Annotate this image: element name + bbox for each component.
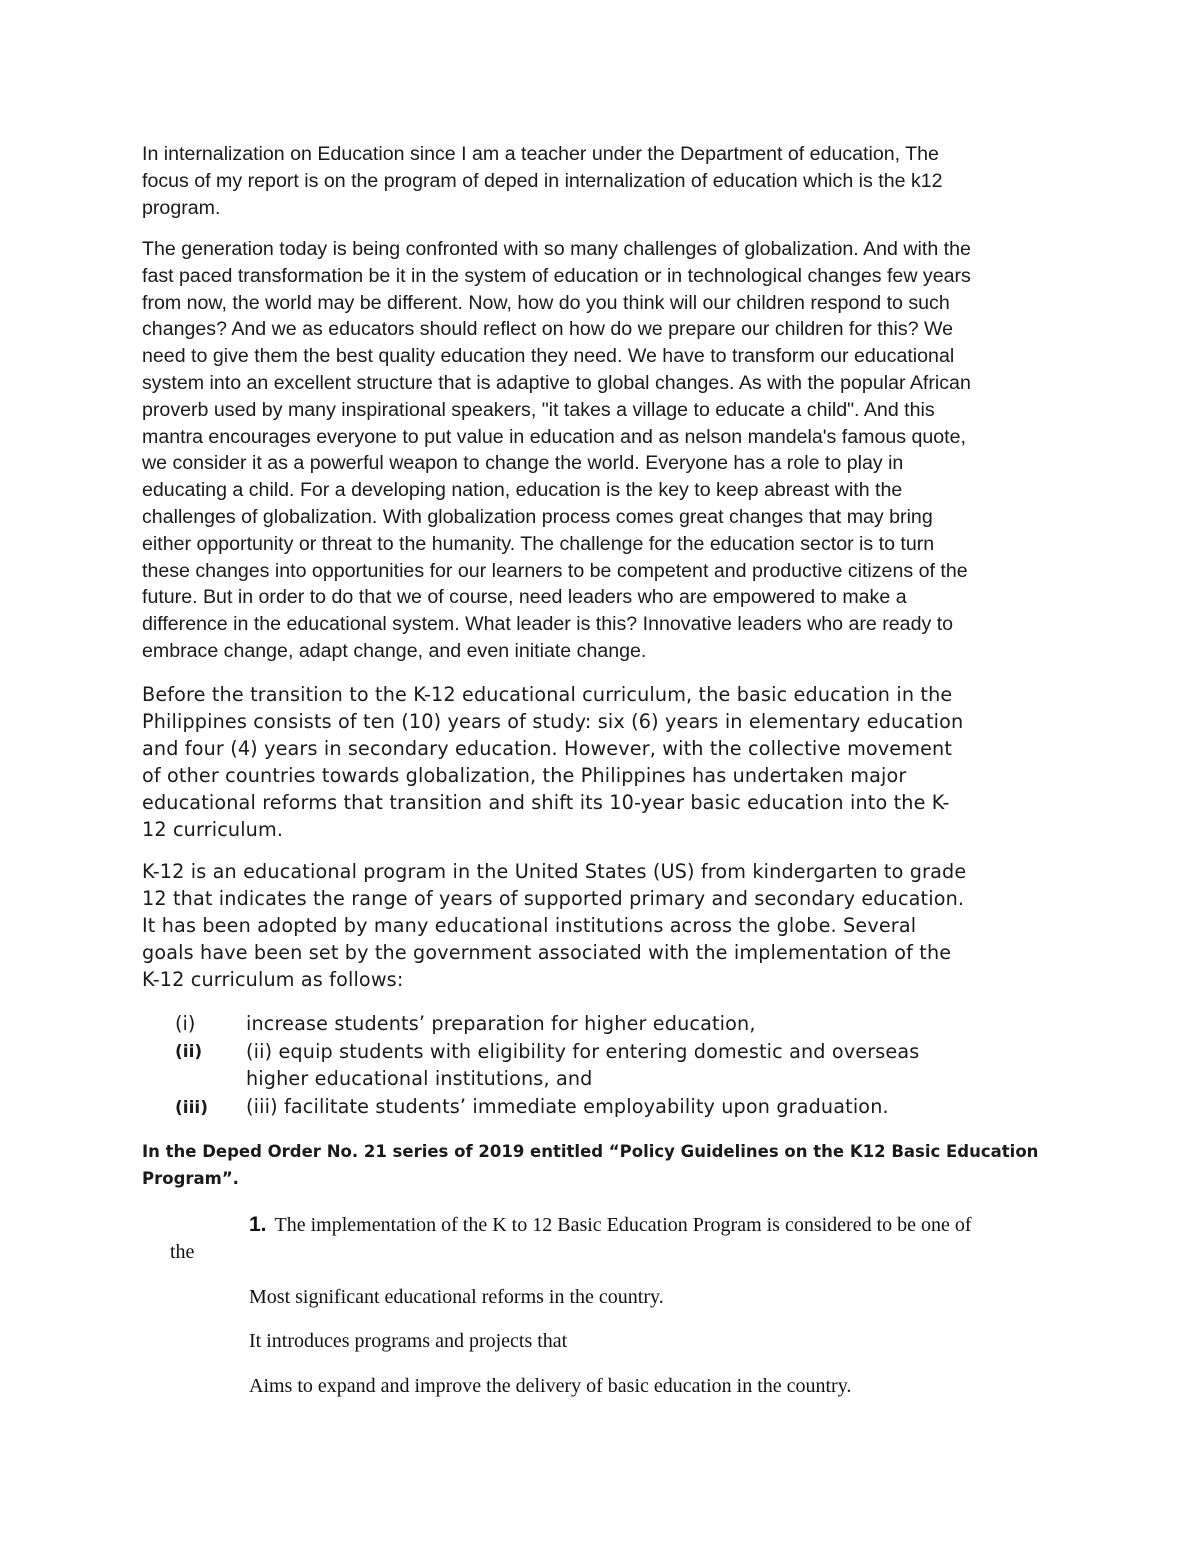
intro-paragraph: In internalization on Education since I am a teacher under the Department of education, The focus of my report is on the program of deped in internalization of education which is the k12 program.	[142, 143, 943, 219]
list-item-line-2: the	[170, 1241, 195, 1263]
goal-number-3: (iii)	[175, 1098, 209, 1118]
list-item-line-1: The implementation of the K to 12 Basic Education Program is considered to be one of	[274, 1214, 972, 1236]
goal-text-1: increase students’ preparation for higher education,	[246, 1012, 756, 1035]
goal-number-2: (ii)	[175, 1042, 203, 1062]
goal-text-3: (iii) facilitate students’ immediate employability upon graduation.	[246, 1095, 889, 1118]
transition-paragraph: Before the transition to the K-12 educational curriculum, the basic education in the Philippines consists of ten (10) years of study: six (6) years in elementary education and four (4) years in secondary education. However, with the collective movement of other countries towards globalization, the Philippines has undertaken major educational reforms that transition and shift its 10-year basic education into the K- 12 curriculum.	[142, 683, 964, 841]
k12-definition-paragraph: K-12 is an educational program in the United States (US) from kindergarten to grade 12 that indicates the range of years of supported primary and secondary education. It has been adopted by many educational institutions across the globe. Several goals have been set by the government associated with the implementation of the K-12 curriculum as follows:	[142, 860, 967, 991]
list-item-number: 1.	[249, 1213, 267, 1236]
list-item-line-3: Most significant educational reforms in the country.	[249, 1286, 664, 1308]
list-item-1	[249, 1212, 972, 1238]
list-item-line-4: It introduces programs and projects that	[249, 1330, 568, 1352]
goal-number-1: (i)	[175, 1012, 196, 1035]
deped-order-heading: In the Deped Order No. 21 series of 2019 entitled “Policy Guidelines on the K12 Basic Education Program”.	[142, 1142, 1039, 1188]
list-item-line-5: Aims to expand and improve the delivery of basic education in the country.	[249, 1375, 852, 1397]
goal-text-2: (ii) equip students with eligibility for entering domestic and overseas higher educational institutions, and	[246, 1040, 920, 1090]
globalization-paragraph: The generation today is being confronted with so many challenges of globalization. And with the fast paced transformation be it in the system of education or in technological changes few years from now, the world may be different. Now, how do you think will our children respond to such changes? And we as educators should reflect on how do we prepare our children for this? We need to give them the best quality education they need. We have to transform our educational system into an excellent structure that is adaptive to global changes. As with the popular African proverb used by many inspirational speakers, "it takes a village to educate a child". And this mantra encourages everyone to put value in education and as nelson mandela's famous quote, we consider it as a powerful weapon to change the world. Everyone has a role to play in educating a child. For a developing nation, education is the key to keep abreast with the challenges of globalization. With globalization process comes great changes that may bring either opportunity or threat to the humanity. The challenge for the education sector is to turn these changes into opportunities for our learners to be competent and productive citizens of the future. But in order to do that we of course, need leaders who are empowered to make a difference in the educational system. What leader is this? Innovative leaders who are ready to embrace change, adapt change, and even initiate change.	[142, 238, 971, 662]
